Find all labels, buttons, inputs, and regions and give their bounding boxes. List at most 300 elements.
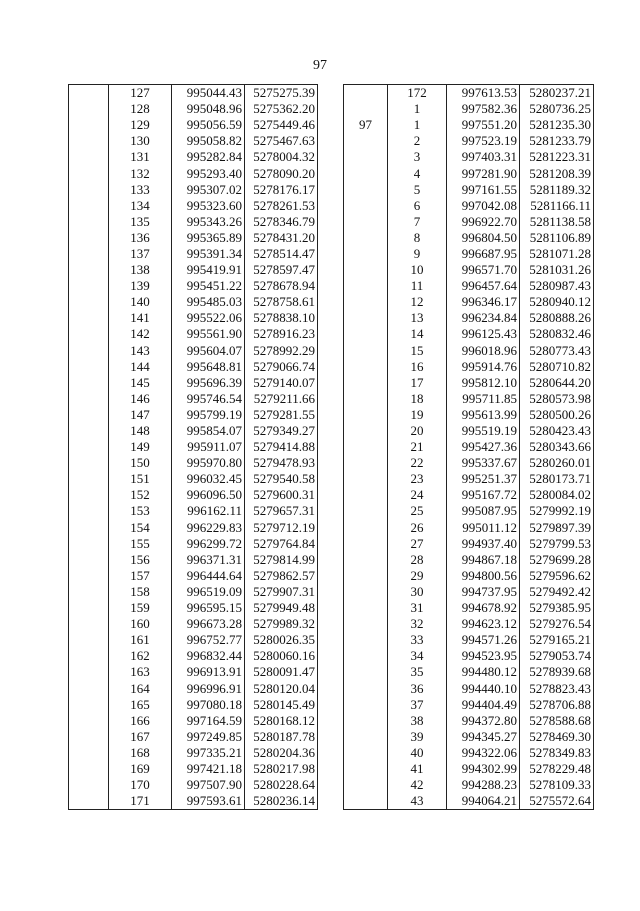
table-row (344, 471, 594, 487)
x-coordinate-cell: 994678.92 (447, 600, 520, 616)
table-row (69, 648, 318, 664)
point-number-cell: 35 (388, 664, 447, 680)
y-coordinate-cell: 5280573.98 (520, 391, 594, 407)
table-row (344, 326, 594, 342)
y-coordinate-cell: 5278916.23 (245, 326, 318, 342)
table-row (69, 793, 318, 810)
section-cell (344, 310, 388, 326)
section-cell (344, 536, 388, 552)
section-cell (69, 697, 109, 713)
section-cell (344, 584, 388, 600)
x-coordinate-cell: 995696.39 (172, 375, 245, 391)
table-row (344, 439, 594, 455)
section-cell (69, 278, 109, 294)
point-number-cell: 139 (109, 278, 172, 294)
point-number-cell: 149 (109, 439, 172, 455)
page-number: 97 (313, 58, 327, 73)
section-cell (344, 101, 388, 117)
point-number-cell: 43 (388, 793, 447, 810)
y-coordinate-cell: 5280091.47 (245, 664, 318, 680)
x-coordinate-cell: 995519.19 (447, 423, 520, 439)
section-cell (69, 455, 109, 471)
table-row (69, 117, 318, 133)
x-coordinate-cell: 995970.80 (172, 455, 245, 471)
y-coordinate-cell: 5279600.31 (245, 487, 318, 503)
x-coordinate-cell: 994288.23 (447, 777, 520, 793)
point-number-cell: 16 (388, 359, 447, 375)
section-cell (344, 423, 388, 439)
y-coordinate-cell: 5281071.28 (520, 246, 594, 262)
point-number-cell: 30 (388, 584, 447, 600)
table-row (344, 182, 594, 198)
y-coordinate-cell: 5275362.20 (245, 101, 318, 117)
x-coordinate-cell: 997523.19 (447, 133, 520, 149)
table-row (69, 149, 318, 165)
x-coordinate-cell: 994480.12 (447, 664, 520, 680)
table-row (69, 85, 318, 102)
x-coordinate-cell: 995648.81 (172, 359, 245, 375)
x-coordinate-cell: 996804.50 (447, 230, 520, 246)
section-cell (69, 359, 109, 375)
x-coordinate-cell: 995365.89 (172, 230, 245, 246)
section-cell (69, 165, 109, 181)
section-cell (69, 600, 109, 616)
y-coordinate-cell: 5278004.32 (245, 149, 318, 165)
section-cell (69, 680, 109, 696)
point-number-cell: 163 (109, 664, 172, 680)
table-row (344, 600, 594, 616)
section-cell (69, 101, 109, 117)
section-cell (69, 407, 109, 423)
table-row (69, 165, 318, 181)
section-cell (344, 165, 388, 181)
section-cell (344, 214, 388, 230)
point-number-cell: 12 (388, 294, 447, 310)
table-row (344, 278, 594, 294)
section-cell (69, 777, 109, 793)
y-coordinate-cell: 5278823.43 (520, 680, 594, 696)
point-number-cell: 3 (388, 149, 447, 165)
section-cell (69, 552, 109, 568)
x-coordinate-cell: 996299.72 (172, 536, 245, 552)
point-number-cell: 37 (388, 697, 447, 713)
table-row (344, 391, 594, 407)
section-cell (69, 294, 109, 310)
point-number-cell: 133 (109, 182, 172, 198)
point-number-cell: 145 (109, 375, 172, 391)
table-row (344, 777, 594, 793)
point-number-cell: 141 (109, 310, 172, 326)
section-cell (69, 262, 109, 278)
section-cell (344, 230, 388, 246)
point-number-cell: 5 (388, 182, 447, 198)
table-row (69, 133, 318, 149)
point-number-cell: 41 (388, 761, 447, 777)
point-number-cell: 1 (388, 117, 447, 133)
x-coordinate-cell: 996832.44 (172, 648, 245, 664)
y-coordinate-cell: 5278678.94 (245, 278, 318, 294)
x-coordinate-cell: 996125.43 (447, 326, 520, 342)
section-cell (69, 761, 109, 777)
table-row (69, 278, 318, 294)
table-row (69, 294, 318, 310)
y-coordinate-cell: 5279385.95 (520, 600, 594, 616)
point-number-cell: 171 (109, 793, 172, 810)
table-row (69, 745, 318, 761)
table-row (344, 520, 594, 536)
y-coordinate-cell: 5279799.53 (520, 536, 594, 552)
section-cell (344, 793, 388, 810)
y-coordinate-cell: 5278588.68 (520, 713, 594, 729)
x-coordinate-cell: 997403.31 (447, 149, 520, 165)
table-row (69, 616, 318, 632)
x-coordinate-cell: 994800.56 (447, 568, 520, 584)
section-cell (69, 503, 109, 519)
y-coordinate-cell: 5280236.14 (245, 793, 318, 810)
section-cell (69, 198, 109, 214)
x-coordinate-cell: 995812.10 (447, 375, 520, 391)
x-coordinate-cell: 995613.99 (447, 407, 520, 423)
section-cell (344, 713, 388, 729)
y-coordinate-cell: 5280145.49 (245, 697, 318, 713)
point-number-cell: 162 (109, 648, 172, 664)
section-cell (69, 536, 109, 552)
x-coordinate-cell: 995604.07 (172, 343, 245, 359)
point-number-cell: 131 (109, 149, 172, 165)
coordinates-table-left-body (69, 85, 318, 810)
section-cell (344, 439, 388, 455)
section-cell (344, 648, 388, 664)
point-number-cell: 164 (109, 680, 172, 696)
x-coordinate-cell: 995746.54 (172, 391, 245, 407)
x-coordinate-cell: 997042.08 (447, 198, 520, 214)
point-number-cell: 36 (388, 680, 447, 696)
section-cell (344, 262, 388, 278)
x-coordinate-cell: 995522.06 (172, 310, 245, 326)
table-row (344, 729, 594, 745)
table-row (69, 230, 318, 246)
y-coordinate-cell: 5279478.93 (245, 455, 318, 471)
x-coordinate-cell: 995799.19 (172, 407, 245, 423)
section-cell (344, 680, 388, 696)
point-number-cell: 142 (109, 326, 172, 342)
x-coordinate-cell: 996519.09 (172, 584, 245, 600)
point-number-cell: 150 (109, 455, 172, 471)
point-number-cell: 154 (109, 520, 172, 536)
point-number-cell: 138 (109, 262, 172, 278)
y-coordinate-cell: 5280888.26 (520, 310, 594, 326)
y-coordinate-cell: 5280228.64 (245, 777, 318, 793)
section-cell (344, 471, 388, 487)
x-coordinate-cell: 996346.17 (447, 294, 520, 310)
point-number-cell: 40 (388, 745, 447, 761)
x-coordinate-cell: 996234.84 (447, 310, 520, 326)
point-number-cell: 42 (388, 777, 447, 793)
x-coordinate-cell: 994064.21 (447, 793, 520, 810)
section-cell (344, 375, 388, 391)
x-coordinate-cell: 996687.95 (447, 246, 520, 262)
y-coordinate-cell: 5280832.46 (520, 326, 594, 342)
table-row (69, 214, 318, 230)
x-coordinate-cell: 995854.07 (172, 423, 245, 439)
section-cell (344, 85, 388, 102)
section-cell (69, 423, 109, 439)
x-coordinate-cell: 996162.11 (172, 503, 245, 519)
y-coordinate-cell: 5281223.31 (520, 149, 594, 165)
y-coordinate-cell: 5278992.29 (245, 343, 318, 359)
x-coordinate-cell: 997593.61 (172, 793, 245, 810)
y-coordinate-cell: 5280987.43 (520, 278, 594, 294)
point-number-cell: 7 (388, 214, 447, 230)
x-coordinate-cell: 995251.37 (447, 471, 520, 487)
y-coordinate-cell: 5280187.78 (245, 729, 318, 745)
x-coordinate-cell: 994404.49 (447, 697, 520, 713)
x-coordinate-cell: 996595.15 (172, 600, 245, 616)
point-number-cell: 26 (388, 520, 447, 536)
x-coordinate-cell: 997582.36 (447, 101, 520, 117)
point-number-cell: 19 (388, 407, 447, 423)
point-number-cell: 160 (109, 616, 172, 632)
coordinates-table-right (343, 84, 594, 810)
y-coordinate-cell: 5280710.82 (520, 359, 594, 375)
section-cell (69, 584, 109, 600)
section-cell (344, 552, 388, 568)
table-row (344, 101, 594, 117)
table-row (69, 182, 318, 198)
table-row (344, 536, 594, 552)
x-coordinate-cell: 994523.95 (447, 648, 520, 664)
table-row (69, 391, 318, 407)
point-number-cell: 23 (388, 471, 447, 487)
table-row (344, 294, 594, 310)
y-coordinate-cell: 5279349.27 (245, 423, 318, 439)
section-cell (344, 632, 388, 648)
point-number-cell: 22 (388, 455, 447, 471)
coordinates-table-left (68, 84, 318, 810)
y-coordinate-cell: 5278346.79 (245, 214, 318, 230)
table-row (69, 568, 318, 584)
point-number-cell: 28 (388, 552, 447, 568)
table-row (69, 680, 318, 696)
table-row (344, 262, 594, 278)
table-row (69, 262, 318, 278)
section-cell (344, 600, 388, 616)
y-coordinate-cell: 5279414.88 (245, 439, 318, 455)
section-cell (344, 616, 388, 632)
x-coordinate-cell: 994623.12 (447, 616, 520, 632)
section-cell (69, 729, 109, 745)
table-row (344, 117, 594, 133)
table-row (344, 713, 594, 729)
y-coordinate-cell: 5280260.01 (520, 455, 594, 471)
point-number-cell: 25 (388, 503, 447, 519)
section-cell (344, 455, 388, 471)
section-cell (69, 793, 109, 810)
point-number-cell: 9 (388, 246, 447, 262)
point-number-cell: 32 (388, 616, 447, 632)
table-row (69, 761, 318, 777)
table-row (344, 165, 594, 181)
section-cell (344, 777, 388, 793)
y-coordinate-cell: 5279814.99 (245, 552, 318, 568)
section-cell (344, 729, 388, 745)
point-number-cell: 15 (388, 343, 447, 359)
x-coordinate-cell: 997161.55 (447, 182, 520, 198)
point-number-cell: 29 (388, 568, 447, 584)
x-coordinate-cell: 995056.59 (172, 117, 245, 133)
section-cell (344, 278, 388, 294)
section-cell (69, 439, 109, 455)
y-coordinate-cell: 5279862.57 (245, 568, 318, 584)
table-row (344, 310, 594, 326)
point-number-cell: 137 (109, 246, 172, 262)
table-row (344, 423, 594, 439)
y-coordinate-cell: 5280026.35 (245, 632, 318, 648)
point-number-cell: 155 (109, 536, 172, 552)
point-number-cell: 159 (109, 600, 172, 616)
table-row (344, 680, 594, 696)
section-cell (69, 214, 109, 230)
y-coordinate-cell: 5280736.25 (520, 101, 594, 117)
point-number-cell: 17 (388, 375, 447, 391)
section-cell (344, 133, 388, 149)
table-row (69, 101, 318, 117)
section-cell (69, 133, 109, 149)
y-coordinate-cell: 5275467.63 (245, 133, 318, 149)
x-coordinate-cell: 994937.40 (447, 536, 520, 552)
y-coordinate-cell: 5279540.58 (245, 471, 318, 487)
x-coordinate-cell: 995087.95 (447, 503, 520, 519)
x-coordinate-cell: 995391.34 (172, 246, 245, 262)
section-cell (69, 487, 109, 503)
point-number-cell: 147 (109, 407, 172, 423)
x-coordinate-cell: 994571.26 (447, 632, 520, 648)
point-number-cell: 31 (388, 600, 447, 616)
table-row (344, 761, 594, 777)
x-coordinate-cell: 995293.40 (172, 165, 245, 181)
y-coordinate-cell: 5280204.36 (245, 745, 318, 761)
y-coordinate-cell: 5275275.39 (245, 85, 318, 102)
y-coordinate-cell: 5278706.88 (520, 697, 594, 713)
x-coordinate-cell: 995058.82 (172, 133, 245, 149)
x-coordinate-cell: 994372.80 (447, 713, 520, 729)
y-coordinate-cell: 5280500.26 (520, 407, 594, 423)
x-coordinate-cell: 996457.64 (447, 278, 520, 294)
table-row (344, 664, 594, 680)
y-coordinate-cell: 5280217.98 (245, 761, 318, 777)
table-row (344, 503, 594, 519)
section-cell (69, 568, 109, 584)
point-number-cell: 128 (109, 101, 172, 117)
x-coordinate-cell: 995914.76 (447, 359, 520, 375)
y-coordinate-cell: 5278838.10 (245, 310, 318, 326)
point-number-cell: 144 (109, 359, 172, 375)
table-row (344, 133, 594, 149)
x-coordinate-cell: 994867.18 (447, 552, 520, 568)
section-cell (344, 359, 388, 375)
x-coordinate-cell: 996229.83 (172, 520, 245, 536)
point-number-cell: 165 (109, 697, 172, 713)
x-coordinate-cell: 996032.45 (172, 471, 245, 487)
table-row (344, 375, 594, 391)
x-coordinate-cell: 994440.10 (447, 680, 520, 696)
section-cell (344, 568, 388, 584)
section-cell (344, 326, 388, 342)
table-row (344, 214, 594, 230)
table-row (344, 455, 594, 471)
table-row (69, 584, 318, 600)
x-coordinate-cell: 997335.21 (172, 745, 245, 761)
y-coordinate-cell: 5280084.02 (520, 487, 594, 503)
y-coordinate-cell: 5281235.30 (520, 117, 594, 133)
point-number-cell: 24 (388, 487, 447, 503)
section-cell (344, 246, 388, 262)
y-coordinate-cell: 5279066.74 (245, 359, 318, 375)
point-number-cell: 157 (109, 568, 172, 584)
point-number-cell: 167 (109, 729, 172, 745)
x-coordinate-cell: 996673.28 (172, 616, 245, 632)
table-row (69, 343, 318, 359)
section-cell (344, 343, 388, 359)
x-coordinate-cell: 995711.85 (447, 391, 520, 407)
x-coordinate-cell: 994737.95 (447, 584, 520, 600)
y-coordinate-cell: 5279992.19 (520, 503, 594, 519)
section-cell (344, 664, 388, 680)
y-coordinate-cell: 5279596.62 (520, 568, 594, 584)
section-cell (69, 343, 109, 359)
table-row (344, 584, 594, 600)
x-coordinate-cell: 995561.90 (172, 326, 245, 342)
section-cell: 97 (344, 117, 388, 133)
y-coordinate-cell: 5278758.61 (245, 294, 318, 310)
y-coordinate-cell: 5279276.54 (520, 616, 594, 632)
section-cell (344, 745, 388, 761)
point-number-cell: 140 (109, 294, 172, 310)
point-number-cell: 130 (109, 133, 172, 149)
point-number-cell: 172 (388, 85, 447, 102)
table-row (69, 697, 318, 713)
x-coordinate-cell: 997281.90 (447, 165, 520, 181)
y-coordinate-cell: 5280173.71 (520, 471, 594, 487)
section-cell (69, 664, 109, 680)
y-coordinate-cell: 5281138.58 (520, 214, 594, 230)
table-row (344, 230, 594, 246)
x-coordinate-cell: 997507.90 (172, 777, 245, 793)
table-row (344, 648, 594, 664)
section-cell (69, 375, 109, 391)
table-row (344, 407, 594, 423)
x-coordinate-cell: 995337.67 (447, 455, 520, 471)
point-number-cell: 135 (109, 214, 172, 230)
table-row (344, 745, 594, 761)
section-cell (69, 471, 109, 487)
table-row (69, 439, 318, 455)
point-number-cell: 18 (388, 391, 447, 407)
y-coordinate-cell: 5279699.28 (520, 552, 594, 568)
section-cell (344, 198, 388, 214)
point-number-cell: 1 (388, 101, 447, 117)
x-coordinate-cell: 996752.77 (172, 632, 245, 648)
y-coordinate-cell: 5278261.53 (245, 198, 318, 214)
x-coordinate-cell: 995911.07 (172, 439, 245, 455)
section-cell (344, 697, 388, 713)
x-coordinate-cell: 997613.53 (447, 85, 520, 102)
y-coordinate-cell: 5278229.48 (520, 761, 594, 777)
x-coordinate-cell: 997249.85 (172, 729, 245, 745)
section-cell (69, 85, 109, 102)
x-coordinate-cell: 995282.84 (172, 149, 245, 165)
point-number-cell: 10 (388, 262, 447, 278)
